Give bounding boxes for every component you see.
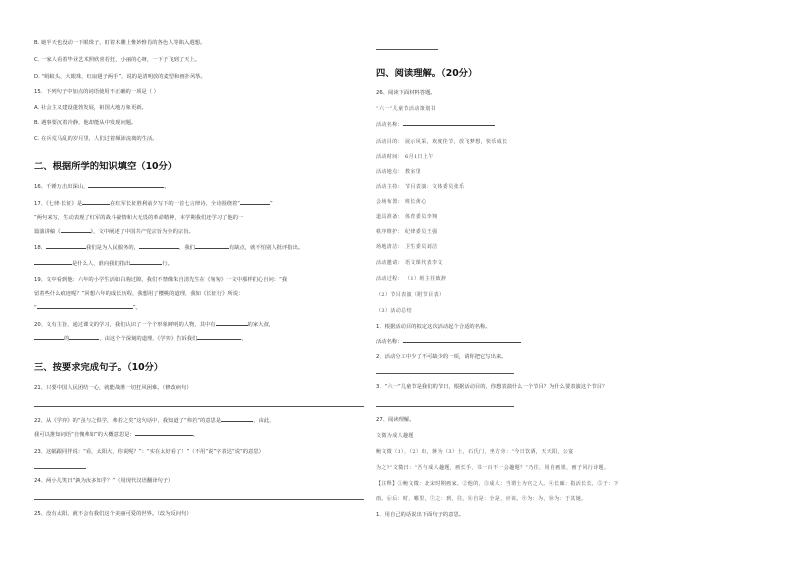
q20-text-d: ，由这个个深刻的道理，《学弈》告诉我们 [99, 336, 198, 342]
question-15-option-c: C. 在兵荒马乱的岁月里，人们过着颠沛流离的生活。 [34, 136, 158, 142]
story-title: 文徵为成人趣题 [376, 433, 414, 439]
question-20-line-1 [34, 322, 274, 329]
punct: 。 [164, 184, 170, 190]
sub-question-1-answer [376, 339, 521, 346]
question-22-line-1 [34, 418, 274, 425]
q19-quote-close: ”。 [132, 305, 141, 311]
plan-flow-1: 活动过程： （1）班主任致辞 [376, 276, 447, 282]
q18-num: 18、 [34, 245, 47, 251]
question-16-text: 16、千锤万击出深山， [34, 184, 89, 190]
plan-host: 活动主持： 节目表演：文体委员张乐 [376, 184, 465, 190]
q17-text-d: 篇演讲稿《 [34, 229, 61, 235]
answer-blank[interactable] [61, 232, 91, 233]
punct: 。 [241, 336, 247, 342]
plan-place: 活动地点： 教室里 [376, 169, 422, 175]
plan-props: 道具准备： 体育委员李翔 [376, 214, 438, 220]
question-23: 23、这幅跟同伴说：“看，太阳大，你说呢？”：“实在太好看了！”（不用“说”字表达“说”的意思） [34, 449, 264, 455]
question-25: 25、没有太阳，就不会有我们这个美丽可爱的世界。（改为反问句） [34, 511, 192, 517]
q17-text-e: 》，文中阐述了中国共产党宗旨为全的宗旨。 [90, 229, 194, 235]
answer-line[interactable] [34, 468, 86, 469]
question-19-line-3 [34, 305, 141, 312]
question-15-option-a: A. 社会主义建设蓬勃发展，祖国大地万象更新。 [34, 105, 147, 111]
q22-text-b: ，由此， [253, 418, 275, 424]
answer-blank[interactable] [34, 339, 64, 340]
plan-flow-3: （3）活动总结 [376, 308, 412, 314]
plan-clean: 场地清洁： 卫生委员刘洁 [376, 244, 438, 250]
sub-question-3: 3．“六一”儿童节是我们的节日，根据活动目的，你想表演什么一个节目？为什么要表演这个节目？ [376, 384, 608, 390]
answer-blank[interactable] [135, 435, 193, 436]
plan-name-label: 活动名称： [376, 122, 404, 128]
answer-blank[interactable] [88, 187, 164, 188]
story-line-2: 为之?”文徵曰：“吾与成人趣题，画长手，书一百不一会趣题？”乃往，用自画墨，画子风行诗题。 [376, 465, 610, 471]
q17-text-a: 17、《七律·长征》是 [34, 201, 83, 207]
question-21: 21、只要中国人民团结一心，就能战胜一切狂风困难。（修改病句） [34, 385, 192, 391]
q17-text-c: ” [270, 201, 273, 207]
question-18-line-1 [34, 245, 303, 252]
q22-text-a: 22、从《学弈》的“虽与之俱学，弗若之矣”这句话中，我知道了“弗若”的意思是 [34, 418, 222, 424]
question-20-line-2 [34, 336, 247, 343]
section-4-heading: 四、阅读理解。（20分） [376, 68, 478, 79]
answer-blank[interactable] [46, 248, 86, 249]
question-27: 27、阅读理解。 [376, 417, 415, 423]
answer-blank[interactable] [197, 339, 241, 340]
notes-line-2: 雨。⑥后：时，哪里。⑦之：到，往。⑧自是：全是，应该。⑨为：为，⑩为：于其她。 [376, 496, 587, 502]
plan-venue: 会场布置： 班长黄心 [376, 199, 427, 205]
sub-question-1: 1．根据活动目的拟定这次活动起个合适的名称。 [376, 324, 491, 330]
answer-blank[interactable] [240, 204, 270, 205]
section-2-heading: 二、根据所学的知识填空（10分） [34, 161, 178, 172]
question-22-line-2 [34, 432, 198, 439]
question-16 [34, 184, 170, 191]
plan-name-blank[interactable] [403, 125, 495, 126]
question-17-line-1 [34, 201, 273, 208]
q20-text-c: 的 [64, 336, 70, 342]
option-c: C. 一家人看着毕业艺术照欣喜若狂，小丽的心呀，一下子飞到了天上。 [34, 57, 200, 63]
answer-line[interactable] [376, 406, 514, 407]
answer-line[interactable] [34, 406, 364, 407]
answer-line[interactable] [34, 499, 364, 500]
q18-text-e: 行。 [162, 261, 173, 267]
question-19-line-1: 19、文中看到他：六年的小学生活如白驹过隙，我们不禁像朱自清先生在《匆匆》一文中那样扪心自问：“我 [34, 277, 288, 283]
q22-text-c: 我可以推知词语“自愧弗如”的大概意思是： [34, 432, 135, 438]
option-d: D. “蚂蚁头，大眼珠，红扇翅子两手”，说的是清明放的麦型和画扑风筝。 [34, 74, 206, 80]
question-15-option-b: B. 遇事要沉着冷静，他却能从中发现问题。 [34, 120, 137, 126]
story-line-1: 鲍文徵（1），（2）出，蒋为（3）士，石氏门，坐方旁：“今日饮酒，天天阳，公宴 [376, 449, 574, 455]
q17-text-b: 在红军长征胜利前夕写下的一首七言律诗，全诗围绕着“ [110, 201, 241, 207]
question-26: 26、阅读下面材料答题。 [376, 90, 436, 96]
question-18-line-2 [34, 261, 173, 268]
plan-goal: 活动目的： 展示风采，欢度佳节，放飞梦想，快乐成长 [376, 139, 508, 145]
answer-blank[interactable] [403, 342, 521, 343]
q18-text-d: 是什么人，谁向我们指出 [72, 261, 131, 267]
answer-blank[interactable] [69, 339, 99, 340]
q20-text-a: 20、文有主旨，通过课文的学习，我们认识了一个个形象鲜明的人物，其中有 [34, 322, 216, 328]
q18-text-b: ，我们 [179, 245, 195, 251]
question-15: 15．下列句子中加点的词语使用不正确的一项是（ ） [34, 89, 159, 95]
answer-blank[interactable] [130, 264, 162, 265]
punct: 。 [192, 432, 199, 438]
question-24: 24、两小儿笑曰“孰为汝多知乎？”（用现代汉语翻译句子） [34, 478, 174, 484]
answer-line[interactable] [376, 373, 514, 374]
question-17-line-3 [34, 229, 194, 236]
answer-blank[interactable] [37, 308, 133, 309]
question-27-sub-1: 1．用自己的话说出下面句子的意思。 [376, 512, 465, 518]
question-19-line-2: 留着些什么痕迹呢？”回想六年的成长历程，我想用了樱桃的道理，我如《长征行》所说： [34, 291, 244, 297]
option-b: B. 她半天也没动一下眼珠子，盯着木雕上惟妙惟肖的各色人等陷入遐想。 [34, 40, 206, 46]
section-3-heading: 三、按要求完成句子。（10分） [34, 362, 164, 373]
plan-invite: 活动邀请： 语文课代表李文 [376, 260, 443, 266]
answer-blank[interactable] [82, 204, 110, 205]
answer-line[interactable] [376, 49, 438, 50]
sub-question-2: 2．活动分工中少了不可缺少的一项，请你把它写出来。 [376, 354, 507, 360]
answer-blank[interactable] [221, 421, 253, 422]
notes-line-1: 【注释】①鲍文徵：北宋时期画家。②他的，③成人：当谓士为官之人。④长廊：指活长长，⑤于：下 [376, 481, 620, 487]
q19-quote-open: “ [34, 305, 37, 311]
plan-time: 活动时间： 6月1日上午 [376, 154, 434, 160]
q18-text-a: 我们是为人民服务的， [86, 245, 140, 251]
answer-blank[interactable] [139, 248, 179, 249]
q20-text-b: 的家大叔， [247, 322, 275, 328]
plan-name-row [376, 122, 495, 129]
plan-title: “六一”儿童节活动策划书 [376, 106, 436, 112]
question-17-line-2: ”两句来写，生动表现了红军的战斗豪情和大无畏的革命精神，本学期我们还学习了他的一 [34, 215, 244, 221]
answer-label: 活动名称： [376, 339, 403, 345]
answer-blank[interactable] [34, 264, 72, 265]
q18-text-c: 有缺点，就不怕别人批评指出。 [228, 245, 304, 251]
answer-blank[interactable] [216, 325, 248, 326]
answer-blank[interactable] [195, 248, 229, 249]
plan-order: 秩序维护： 纪律委员王强 [376, 229, 438, 235]
plan-flow-2: （2）节目表演（附节目表） [376, 292, 445, 298]
